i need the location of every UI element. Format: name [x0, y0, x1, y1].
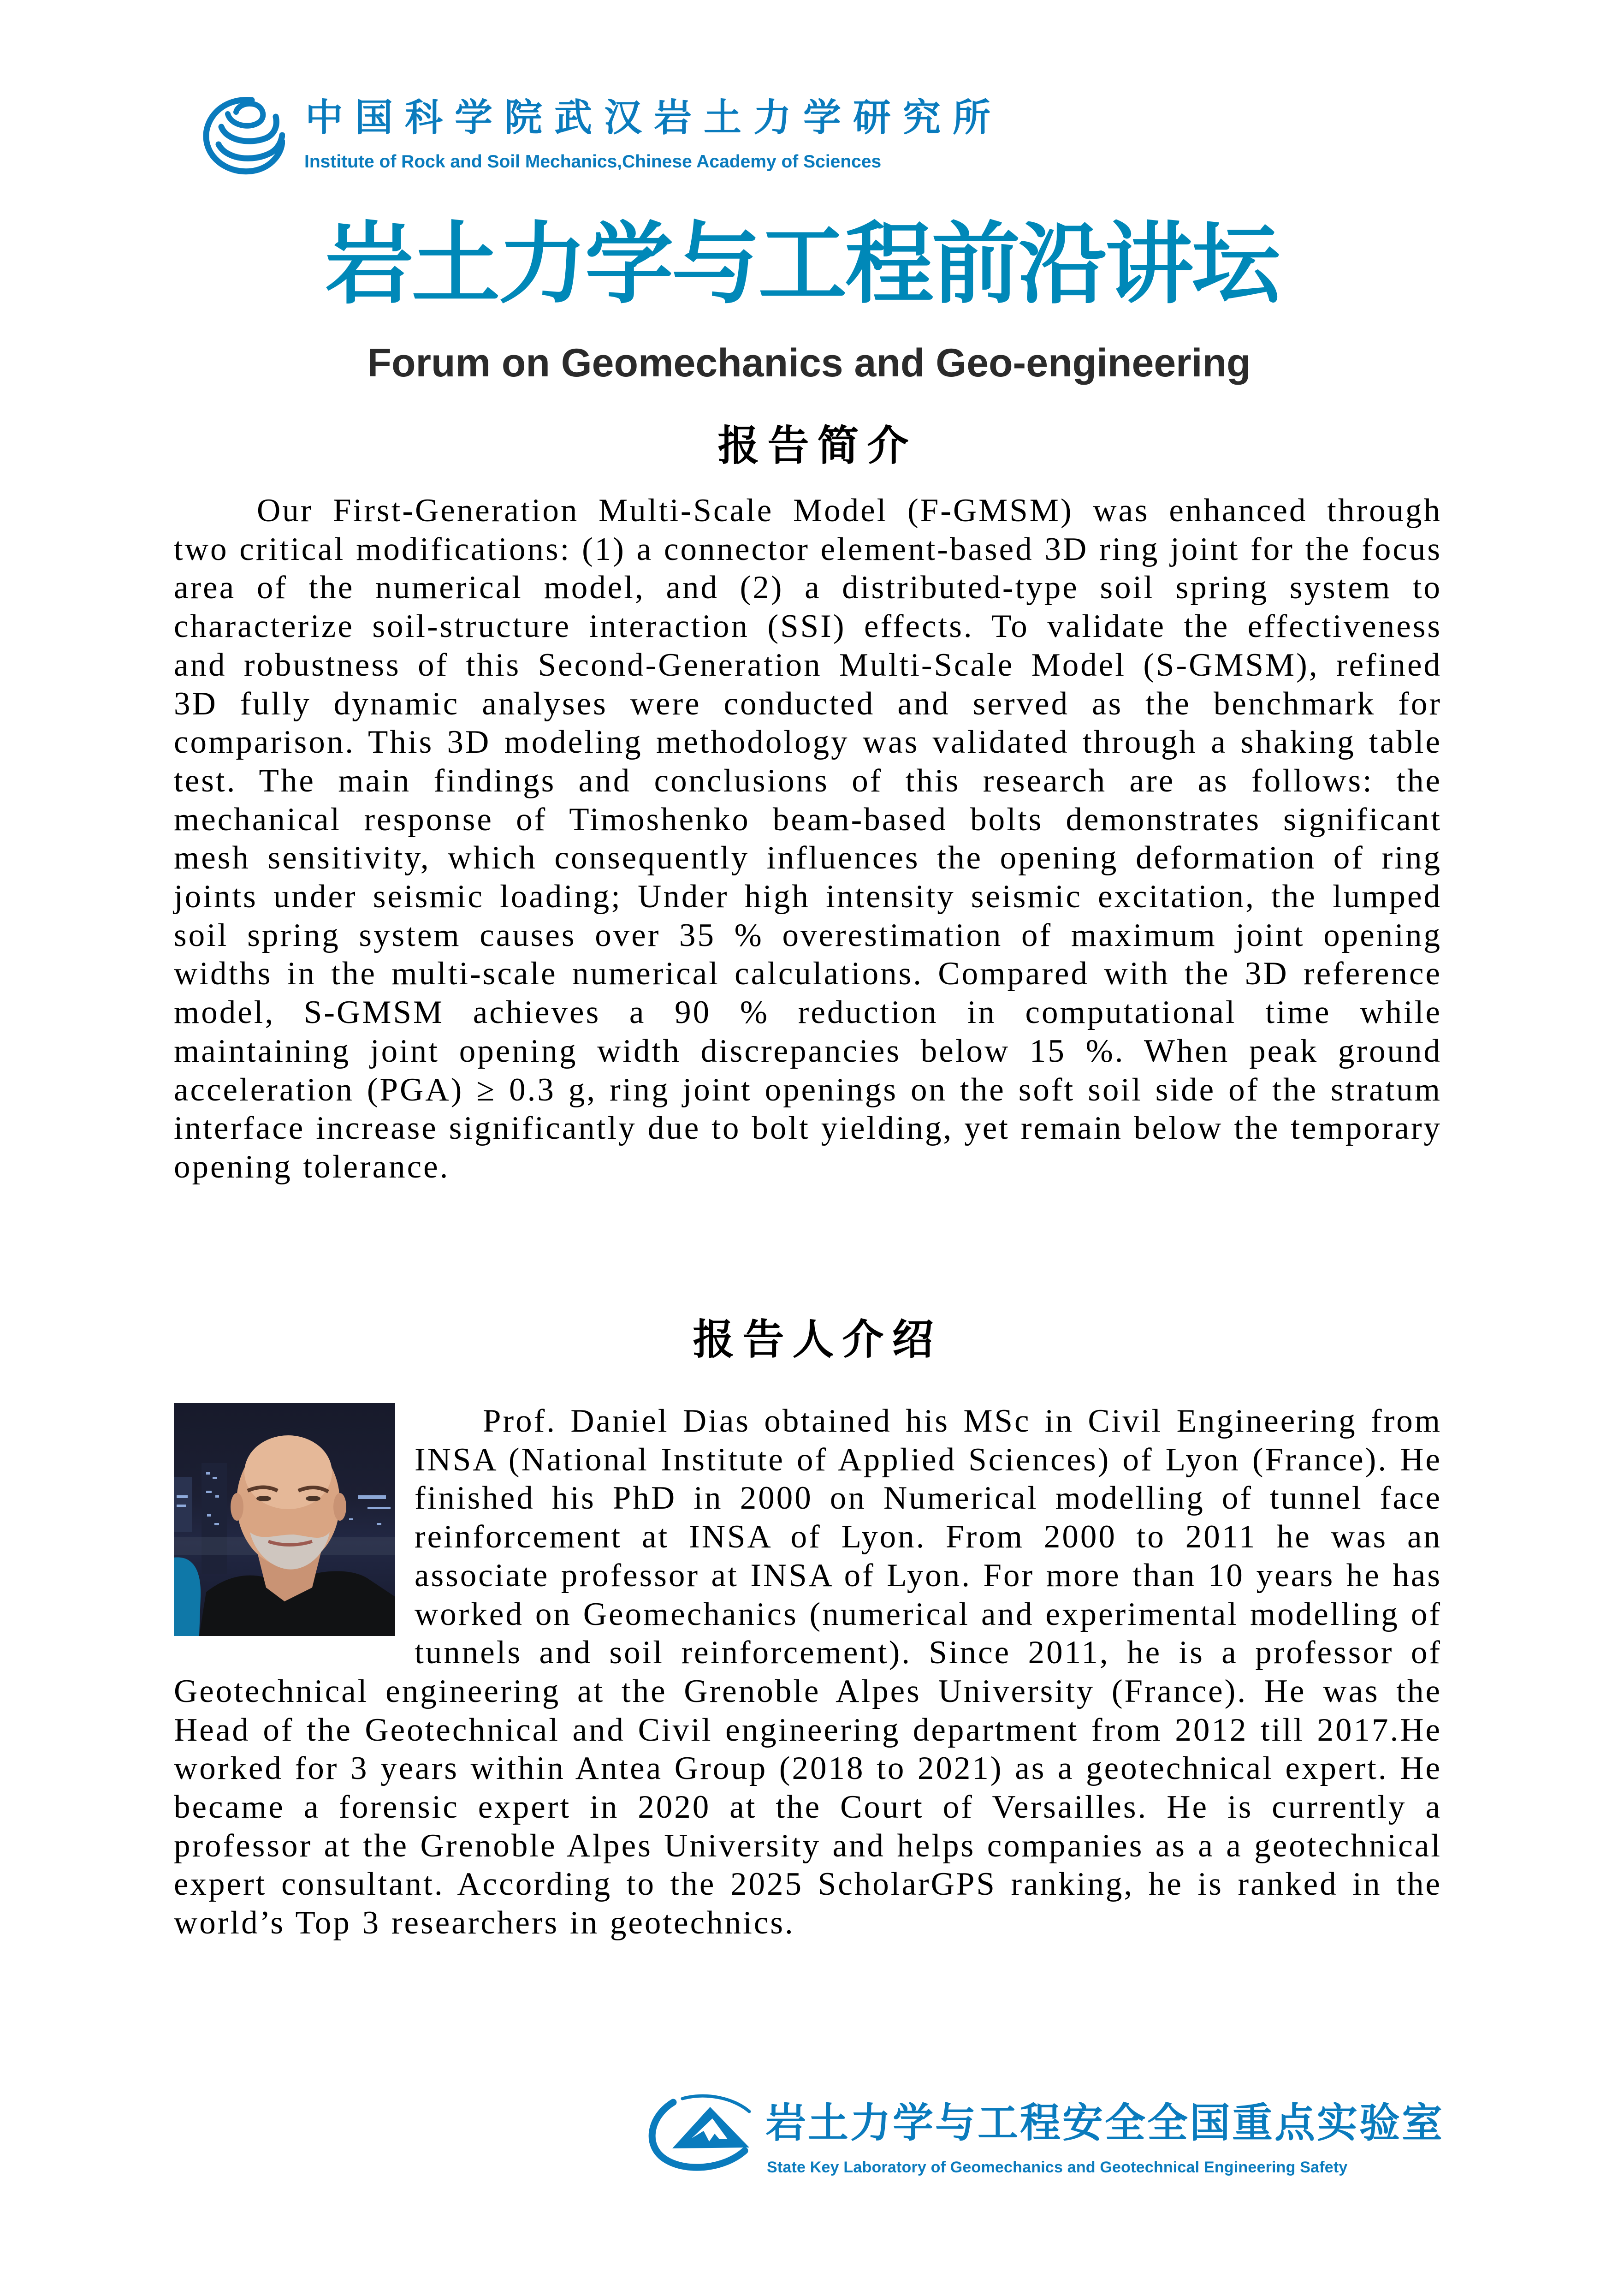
- lab-name-cn: 岩土力学与工程安全全国重点实验室: [765, 2099, 1445, 2147]
- lab-logo-icon: [646, 2093, 754, 2171]
- abstract-text: Our First-Generation Multi-Scale Model (F-GMSM) was enhanced through two critical modifications: (1) a connector element-based 3D ring joint for the focus area of the numerical model, and (2) a distributed-type soil spring system to characterize soil-structure interaction (SSI) effects. To validate the effectiveness and robustness of this Second-Generation Multi-Scale Model (S-GMSM), refined 3D fully dynamic analyses were conducted and served as the benchmark for comparison. This 3D modeling methodology was validated through a shaking table test. The main findings and conclusions of this research are as follows: the mechanical response of Timoshenko beam-based bolts demonstrates significant mesh sensitivity, which consequently influences the opening deformation of ring joints under seismic loading; Under high intensity seismic excitation, the lumped soil spring system causes over 35 % overestimation of maximum joint opening widths in the multi-scale numerical calculations. Compared with the 3D reference model, S-GMSM achieves a 90 % reduction in computational time while maintaining joint opening width discrepancies below 15 %. When peak ground acceleration (PGA) ≥ 0.3 g, ring joint openings on the soft soil side of the stratum interface increase significantly due to bolt yielding, yet remain below the temporary opening tolerance.: [174, 493, 1442, 1185]
- speaker-section: [174, 1402, 1442, 1943]
- speaker-photo: [174, 1403, 395, 1636]
- forum-title: 岩土力学与工程前沿讲坛: [325, 213, 1279, 316]
- lab-name-en: State Key Laboratory of Geomechanics and Geotechnical Engineering Safety: [767, 2159, 1348, 2176]
- institute-name-en: Institute of Rock and Soil Mechanics,Chinese Academy of Sciences: [304, 152, 882, 172]
- forum-subtitle: Forum on Geomechanics and Geo-engineering: [367, 341, 1251, 385]
- institute-name-cn: 中国科学院武汉岩土力学研究所: [305, 96, 1003, 140]
- speaker-bio: Prof. Daniel Dias obtained his MSc in Civil Engineering from INSA (National Institute of Applied Sciences) of Lyon (France). He finished his PhD in 2000 on Numerical modelling of tunnel face reinforcement at INSA of Lyon. From 2000 to 2011 he was an associate professor at INSA of Lyon. For more than 10 years he has worked on Geomechanics (numerical and experimental modelling of tunnels and soil reinforcement). Since 2011, he is a professor of Geotechnical engineering at the Grenoble Alpes University (France). He was the Head of the Geotechnical and Civil engineering department from 2012 till 2017.He worked for 3 years within Antea Group (2018 to 2021) as a geotechnical expert. He became a forensic expert in 2020 at the Court of Versailles. He is currently a professor at the Grenoble Alpes University and helps companies as a a geotechnical expert consultant. According to the 2025 ScholarGPS ranking, he is ranked in the world’s Top 3 researchers in geotechnics.: [174, 1403, 1442, 1941]
- abstract-heading: 报告简介: [717, 422, 917, 470]
- institute-logo-icon: [202, 94, 285, 176]
- speaker-heading: 报告人介绍: [693, 1315, 942, 1364]
